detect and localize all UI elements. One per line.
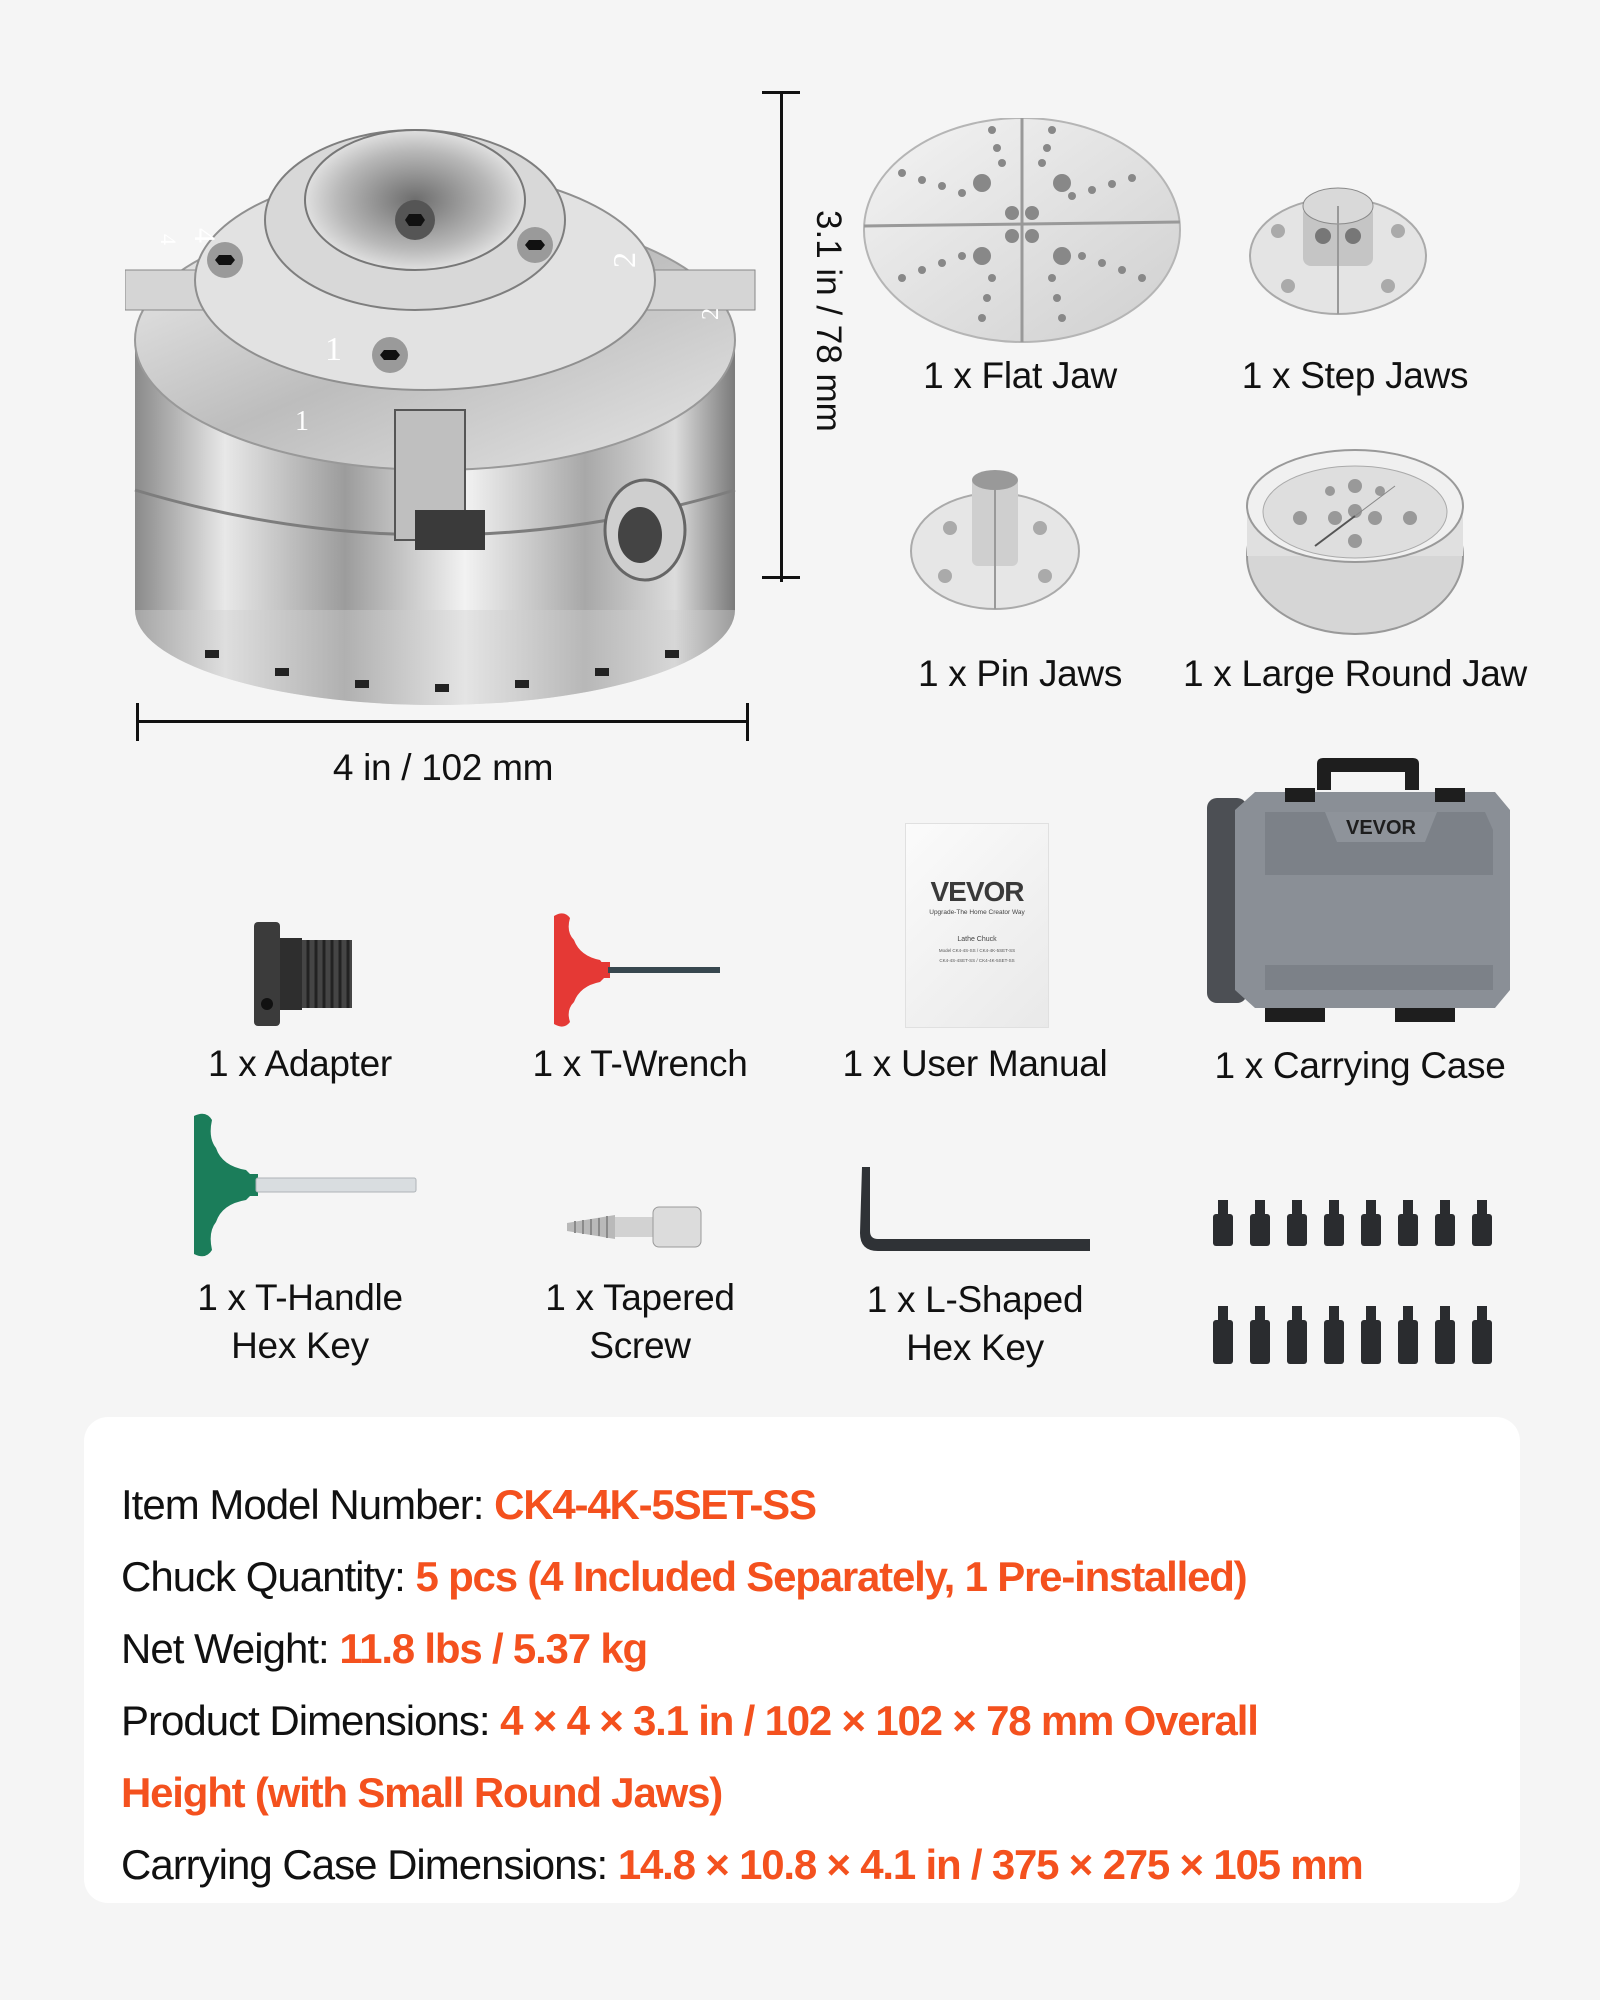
lathe-chuck-icon	[125, 110, 765, 710]
spec-value: CK4-4K-5SET-SS	[494, 1481, 816, 1528]
spec-row-model-number	[121, 1477, 816, 1533]
spec-row-net-weight	[121, 1621, 647, 1677]
spec-key: Item Model Number:	[121, 1481, 495, 1528]
t-wrench-image	[550, 910, 725, 1030]
jaw-label-large-round: 1 x Large Round Jaw	[1183, 653, 1527, 694]
jaw-label-step: 1 x Step Jaws	[1241, 355, 1469, 396]
accessory-label-t-wrench: 1 x T-Wrench	[532, 1043, 748, 1084]
spec-value: Height (with Small Round Jaws)	[121, 1769, 723, 1816]
pin-jaws-image	[910, 466, 1080, 611]
manual-model-line2: CK4-4S-4SET-SS / CK4-4K-5SET-SS	[939, 958, 1015, 963]
accessory-label-t-handle-hex-key: 1 x T-Handle Hex Key	[197, 1277, 403, 1366]
manual-title: Lathe Chuck	[957, 936, 997, 943]
spec-row-case-dimensions	[121, 1837, 1363, 1893]
carrying-case-image	[1205, 750, 1515, 1028]
tapered-screw-icon	[565, 1205, 705, 1250]
flat-jaw-icon	[862, 118, 1182, 348]
carrying-case-icon	[1205, 750, 1515, 1028]
svg-text:4: 4	[188, 228, 221, 243]
spec-value: 11.8 lbs / 5.37 kg	[339, 1625, 647, 1672]
height-dimension-line	[780, 92, 783, 582]
spec-row-product-dimensions	[121, 1693, 1258, 1749]
user-manual-image	[905, 823, 1049, 1028]
spec-value: 4 × 4 × 3.1 in / 102 × 102 × 78 mm Overall	[500, 1697, 1258, 1744]
accessory-label-tapered-screw: 1 x Tapered Screw	[545, 1277, 735, 1366]
manual-model-line1: Model CK4-4S-SS / CK4-4K-5SET-SS	[938, 948, 1016, 953]
l-shaped-hex-key-icon	[858, 1165, 1092, 1253]
jaw-pins-image	[1210, 1200, 1510, 1370]
svg-text:4: 4	[156, 234, 181, 245]
t-handle-hex-key-image	[188, 1110, 420, 1260]
svg-text:1: 1	[325, 331, 342, 368]
svg-text:2: 2	[606, 252, 642, 268]
width-dimension-cap-left	[136, 703, 139, 741]
l-shaped-hex-key-image	[858, 1165, 1092, 1253]
spec-key: Product Dimensions:	[121, 1697, 501, 1744]
width-dimension-line	[137, 720, 749, 723]
spec-value: 5 pcs (4 Included Separately, 1 Pre-installed)	[415, 1553, 1247, 1600]
t-wrench-icon	[550, 910, 725, 1030]
jaw-label-pin: 1 x Pin Jaws	[917, 653, 1123, 694]
jaw-pins-icon	[1210, 1200, 1510, 1370]
height-dimension-cap-top	[762, 91, 800, 94]
width-dimension-label: 4 in / 102 mm	[332, 747, 554, 788]
svg-text:2: 2	[698, 308, 724, 320]
height-dimension-label: 3.1 in / 78 mm	[809, 210, 848, 432]
spec-key: Carrying Case Dimensions:	[121, 1841, 618, 1888]
spec-key: Net Weight:	[121, 1625, 340, 1672]
spec-row-product-dimensions-cont	[121, 1765, 722, 1821]
spec-key: Chuck Quantity:	[121, 1553, 416, 1600]
jaw-label-flat: 1 x Flat Jaw	[923, 355, 1117, 396]
accessory-label-carrying-case: 1 x Carrying Case	[1214, 1045, 1506, 1086]
large-round-jaw-icon	[1245, 446, 1465, 636]
accessory-label-l-shaped-hex-key: 1 x L-Shaped Hex Key	[866, 1279, 1084, 1368]
svg-text:VEVOR: VEVOR	[1345, 817, 1417, 839]
accessory-label-user-manual: 1 x User Manual	[842, 1043, 1108, 1084]
manual-brand: VEVOR	[930, 876, 1024, 907]
svg-text:1: 1	[295, 406, 309, 437]
flat-jaw-image	[862, 118, 1182, 348]
large-round-jaw-image	[1245, 446, 1465, 636]
accessory-label-adapter: 1 x Adapter	[208, 1043, 392, 1084]
adapter-icon	[250, 918, 355, 1028]
width-dimension-cap-right	[746, 703, 749, 741]
spec-row-chuck-quantity	[121, 1549, 1246, 1605]
spec-value: 14.8 × 10.8 × 4.1 in / 375 × 275 × 105 mm	[617, 1841, 1363, 1888]
adapter-image	[250, 918, 355, 1028]
manual-tagline: Upgrade-The Home Creator Way	[929, 909, 1025, 916]
tapered-screw-image	[565, 1205, 705, 1250]
specifications-card	[84, 1417, 1520, 1903]
height-dimension-cap-bottom	[762, 576, 800, 579]
pin-jaws-icon	[910, 466, 1080, 611]
main-chuck-image	[125, 110, 765, 710]
step-jaws-icon	[1248, 176, 1428, 316]
t-handle-hex-key-icon	[188, 1110, 420, 1260]
step-jaws-image	[1248, 176, 1428, 316]
